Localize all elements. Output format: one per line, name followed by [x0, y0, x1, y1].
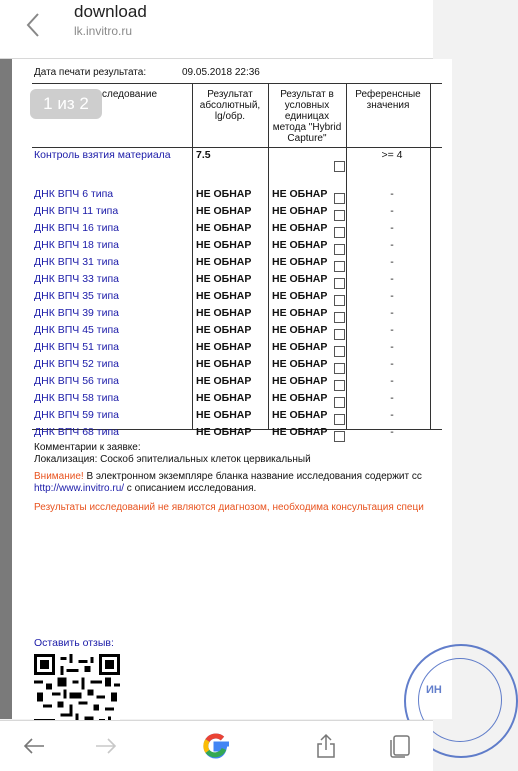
col-divider-2	[268, 83, 269, 429]
result-row-reference: -	[390, 324, 394, 336]
title-block	[74, 2, 147, 39]
result-row-units: НЕ ОБНАР	[272, 290, 328, 302]
result-row-abs: НЕ ОБНАР	[196, 290, 252, 302]
result-row-name: ДНК ВПЧ 56 типа	[34, 375, 119, 387]
result-row-name: ДНК ВПЧ 45 типа	[34, 324, 119, 336]
result-row-abs: НЕ ОБНАР	[196, 273, 252, 285]
result-row-checkbox	[334, 261, 345, 272]
control-row-checkbox	[334, 161, 345, 172]
back-chevron-icon[interactable]	[18, 10, 48, 40]
result-row-abs: НЕ ОБНАР	[196, 239, 252, 251]
result-row-units: НЕ ОБНАР	[272, 341, 328, 353]
result-row-name: ДНК ВПЧ 68 типа	[34, 426, 119, 438]
result-row-abs: НЕ ОБНАР	[196, 324, 252, 336]
result-row-units: НЕ ОБНАР	[272, 409, 328, 421]
stamp-text: ИН	[426, 684, 442, 696]
result-row-checkbox	[334, 193, 345, 204]
header-result-abs: Результат абсолютный, lg/обр.	[199, 89, 261, 122]
result-row-reference: -	[390, 375, 394, 387]
print-date-row	[34, 67, 260, 78]
browser-bottom-toolbar	[0, 720, 433, 771]
result-row-units: НЕ ОБНАР	[272, 205, 328, 217]
document-title: download	[74, 2, 147, 21]
header-reference: Референсные значения	[355, 89, 421, 111]
result-row-units: НЕ ОБНАР	[272, 188, 328, 200]
link-line	[34, 483, 256, 494]
control-row-reference: >= 4	[381, 149, 403, 161]
feedback-qr-code[interactable]	[34, 654, 120, 719]
result-row-abs: НЕ ОБНАР	[196, 426, 252, 438]
localization-text: Локализация: Соскоб эпителиальных клеток цервикальный	[34, 454, 311, 465]
attention-line	[34, 471, 422, 482]
result-row-reference: -	[390, 290, 394, 302]
feedback-label: Оставить отзыв:	[34, 637, 114, 649]
viewer-side-strip	[0, 59, 12, 719]
page-indicator-badge: 1 из 2	[30, 89, 102, 119]
result-row-abs: НЕ ОБНАР	[196, 375, 252, 387]
result-row-checkbox	[334, 312, 345, 323]
print-date-label: Дата печати результата:	[34, 67, 147, 78]
result-row-reference: -	[390, 409, 394, 421]
result-row-name: ДНК ВПЧ 6 типа	[34, 188, 114, 200]
result-row-checkbox	[334, 244, 345, 255]
result-row-checkbox	[334, 227, 345, 238]
result-row-units: НЕ ОБНАР	[272, 426, 328, 438]
result-row-reference: -	[390, 341, 394, 353]
result-row-abs: НЕ ОБНАР	[196, 392, 252, 404]
header-study: следование	[102, 89, 158, 100]
invitro-link[interactable]: http://www.invitro.ru/	[34, 483, 125, 494]
result-row-abs: НЕ ОБНАР	[196, 358, 252, 370]
result-row-name: ДНК ВПЧ 11 типа	[34, 205, 119, 217]
result-row-name: ДНК ВПЧ 52 типа	[34, 358, 119, 370]
result-row-name: ДНК ВПЧ 58 типа	[34, 392, 119, 404]
result-row-units: НЕ ОБНАР	[272, 324, 328, 336]
result-row-abs: НЕ ОБНАР	[196, 409, 252, 421]
result-row-units: НЕ ОБНАР	[272, 307, 328, 319]
arrow-left-icon[interactable]	[16, 729, 52, 763]
arrow-right-icon[interactable]	[88, 729, 124, 763]
attention-text: В электронном экземпляре бланка название исследования содержит сс	[83, 471, 422, 482]
header-result-units: Результат в условных единицах метода "Hybrid Capture"	[272, 89, 342, 144]
control-row-value: 7.5	[196, 149, 211, 161]
result-row-name: ДНК ВПЧ 39 типа	[34, 307, 119, 319]
document-url: lk.invitro.ru	[74, 24, 133, 38]
result-row-reference: -	[390, 358, 394, 370]
result-row-checkbox	[334, 295, 345, 306]
result-row-reference: -	[390, 426, 394, 438]
result-row-units: НЕ ОБНАР	[272, 222, 328, 234]
table-top-line	[32, 83, 442, 84]
result-row-abs: НЕ ОБНАР	[196, 205, 252, 217]
result-row-units: НЕ ОБНАР	[272, 375, 328, 387]
result-row-abs: НЕ ОБНАР	[196, 256, 252, 268]
result-row-checkbox	[334, 380, 345, 391]
result-row-checkbox	[334, 363, 345, 374]
result-row-checkbox	[334, 346, 345, 357]
result-row-reference: -	[390, 256, 394, 268]
result-row-abs: НЕ ОБНАР	[196, 188, 252, 200]
tabs-icon[interactable]	[382, 729, 418, 763]
result-row-name: ДНК ВПЧ 51 типа	[34, 341, 119, 353]
result-row-name: ДНК ВПЧ 59 типа	[34, 409, 119, 421]
result-row-name: ДНК ВПЧ 35 типа	[34, 290, 119, 302]
pdf-viewer[interactable]	[0, 59, 442, 719]
control-row-name: Контроль взятия материала	[34, 149, 171, 161]
result-row-units: НЕ ОБНАР	[272, 256, 328, 268]
result-row-name: ДНК ВПЧ 31 типа	[34, 256, 119, 268]
result-row-checkbox	[334, 329, 345, 340]
result-row-reference: -	[390, 392, 394, 404]
link-suffix: с описанием исследования.	[124, 483, 257, 494]
result-row-checkbox	[334, 431, 345, 442]
table-header-bottom-line	[32, 147, 442, 148]
disclaimer-text: Результаты исследований не являются диагнозом, необходима консультация специ	[34, 502, 424, 513]
result-row-abs: НЕ ОБНАР	[196, 307, 252, 319]
result-row-reference: -	[390, 205, 394, 217]
browser-top-bar	[0, 0, 433, 59]
result-row-name: ДНК ВПЧ 33 типа	[34, 273, 119, 285]
result-row-units: НЕ ОБНАР	[272, 273, 328, 285]
result-row-checkbox	[334, 397, 345, 408]
google-icon[interactable]	[198, 729, 234, 763]
result-row-checkbox	[334, 278, 345, 289]
share-icon[interactable]	[308, 729, 344, 763]
result-row-name: ДНК ВПЧ 18 типа	[34, 239, 119, 251]
comments-label: Комментарии к заявке:	[34, 442, 141, 453]
result-row-units: НЕ ОБНАР	[272, 239, 328, 251]
result-row-abs: НЕ ОБНАР	[196, 222, 252, 234]
result-row-checkbox	[334, 414, 345, 425]
pdf-page	[12, 59, 452, 719]
print-date-value: 09.05.2018 22:36	[182, 67, 260, 78]
col-divider-3	[346, 83, 347, 429]
result-row-reference: -	[390, 273, 394, 285]
result-row-units: НЕ ОБНАР	[272, 392, 328, 404]
result-row-reference: -	[390, 239, 394, 251]
result-row-reference: -	[390, 188, 394, 200]
attention-word: Внимание!	[34, 471, 84, 482]
result-row-units: НЕ ОБНАР	[272, 358, 328, 370]
result-row-name: ДНК ВПЧ 16 типа	[34, 222, 119, 234]
result-row-reference: -	[390, 222, 394, 234]
result-row-reference: -	[390, 307, 394, 319]
result-row-abs: НЕ ОБНАР	[196, 341, 252, 353]
result-row-checkbox	[334, 210, 345, 221]
col-divider-1	[192, 83, 193, 429]
